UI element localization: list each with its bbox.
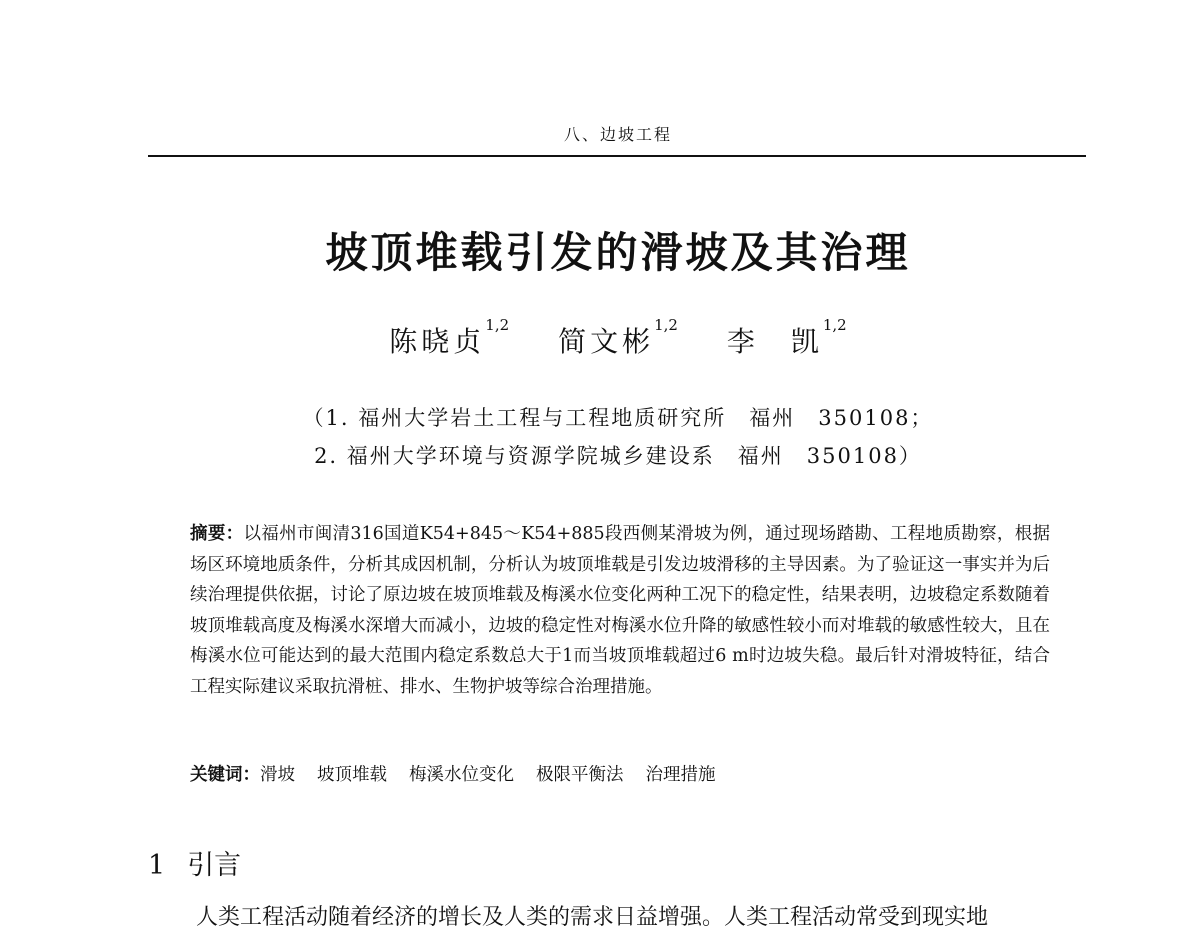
keywords-label: 关键词：	[190, 765, 260, 785]
keyword: 极限平衡法	[536, 765, 624, 785]
section-number: 1	[148, 850, 166, 881]
keywords	[190, 762, 1050, 788]
author	[558, 316, 678, 358]
author-list	[0, 316, 1200, 360]
body-paragraph: 人类工程活动随着经济的增长及人类的需求日益增强。人类工程活动常受到现实地	[196, 905, 989, 930]
header-rule	[148, 155, 1086, 157]
section-title: 引言	[187, 850, 242, 881]
abstract	[190, 519, 1050, 702]
author-affiliation-mark: 1,2	[654, 316, 678, 334]
running-head: 八、边坡工程	[563, 125, 672, 144]
keyword: 坡顶堆载	[317, 765, 387, 785]
author-name: 陈晓贞	[389, 325, 486, 358]
keyword: 梅溪水位变化	[409, 765, 514, 785]
keyword: 治理措施	[645, 765, 716, 785]
affiliation-line: （1. 福州大学岩土工程与工程地质研究所 福州 350108；	[302, 406, 934, 430]
author-name: 简文彬	[558, 325, 655, 358]
author-name: 李 凯	[726, 325, 823, 358]
affiliation-line: 2. 福州大学环境与资源学院城乡建设系 福州 350108）	[314, 444, 922, 468]
paper-title: 坡顶堆载引发的滑坡及其治理	[325, 228, 911, 277]
section-heading	[148, 843, 241, 882]
author	[389, 316, 510, 358]
abstract-text: 以福州市闽清316国道K54+845～K54+885段西侧某滑坡为例，通过现场踏勘、工程地质勘察，根据场区环境地质条件，分析其成因机制，分析认为坡顶堆载是引发边坡滑移的主导因素。为了验证这一事实并为后续治理提供依据，讨论了原边坡在坡顶堆载及梅溪水位变化两种工况下的稳定性，结果表明，边坡稳定系数随着坡顶堆载高度及梅溪水深增大而减小，边坡的稳定性对梅溪水位升降的敏感性较小而对堆载的敏感性较大，且在梅溪水位可能达到的最大范围内稳定系数总大于1而当坡顶堆载超过6 m时边坡失稳。最后针对滑坡特征，结合工程实际建议采取抗滑桩、排水、生物护坡等综合治理措施。	[190, 524, 1051, 697]
author	[726, 316, 847, 358]
author-affiliation-mark: 1,2	[485, 316, 510, 334]
keyword: 滑坡	[260, 765, 295, 785]
author-affiliation-mark: 1,2	[822, 316, 847, 334]
abstract-label: 摘要：	[190, 524, 244, 544]
